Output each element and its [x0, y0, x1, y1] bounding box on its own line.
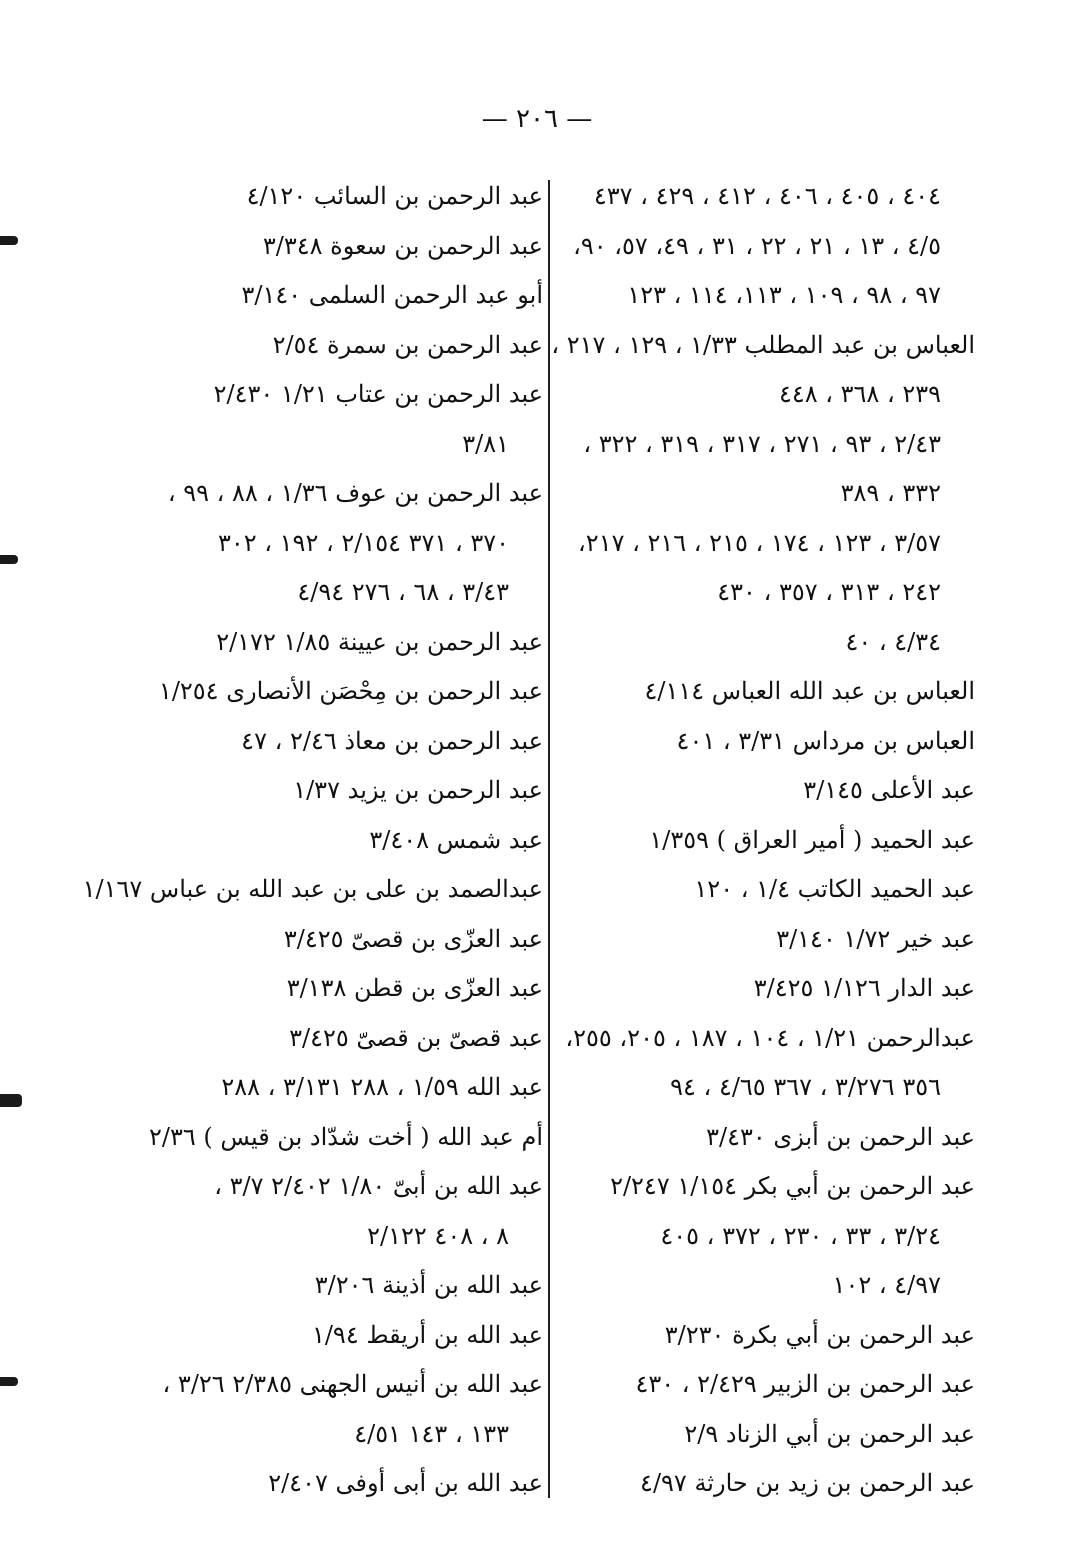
index-entry: عبد الرحمن بن أبزى ٣/٤٣٠	[706, 1122, 975, 1151]
index-continuation-line: ٣/٢٤ ، ٣٣ ، ٢٣٠ ، ٣٧٢ ، ٤٠٥	[660, 1221, 941, 1250]
index-entry: عبد الرحمن بن سمرة ٢/٥٤	[272, 330, 543, 359]
index-entry: عبدالصمد بن على بن عبد الله بن عباس ١/١٦٧	[82, 875, 543, 903]
index-entry: عبد الله بن أبىّ ١/٨٠ ٢/٤٠٢ ٣/٧ ،	[214, 1172, 543, 1200]
index-continuation-line: ٤/٩٧ ، ١٠٢	[832, 1271, 941, 1299]
index-entry: أم عبد الله ( أخت شدّاد بن قيس ) ٢/٣٦	[148, 1122, 543, 1151]
index-entry: عبد الله بن أريقط ١/٩٤	[311, 1320, 543, 1349]
left-index-column	[82, 172, 543, 1509]
index-entry: عبد الدار ١/١٢٦ ٣/٤٢٥	[753, 974, 975, 1002]
index-entry: عبد الحميد ( أمير العراق ) ١/٣٥٩	[649, 825, 975, 854]
index-entry: عبد الرحمن بن أبي الزناد ٢/٩	[684, 1419, 975, 1448]
index-entry: عبدالرحمن ١/٢١ ، ١٠٤ ، ١٨٧ ، ٢٠٥، ٢٥٥،	[565, 1023, 975, 1052]
right-index-column	[551, 172, 975, 1509]
index-entry: عبد الحميد الكاتب ١/٤ ، ١٢٠	[694, 875, 975, 903]
index-continuation-line: ٩٧ ، ٩٨ ، ١٠٩ ، ١١٣، ١١٤ ، ١٢٣	[627, 281, 941, 309]
index-entry: عبد خير ١/٧٢ ٣/١٤٠	[776, 924, 975, 953]
index-continuation-line: ٣/٨١	[462, 429, 509, 458]
index-continuation-line: ١٣٣ ، ١٤٣ ٤/٥١	[354, 1419, 509, 1448]
index-entry: عبد الرحمن بن زيد بن حارثة ٤/٩٧	[640, 1469, 975, 1497]
index-entry: عبد الرحمن بن أبي بكر ١/١٥٤ ٢/٢٤٧	[610, 1172, 975, 1200]
index-entry: عبد الرحمن بن سعوة ٣/٣٤٨	[262, 231, 543, 260]
index-entry: عبد الله بن أبى أوفى ٢/٤٠٧	[268, 1469, 543, 1497]
index-continuation-line: ٢/٤٣ ، ٩٣ ، ٢٧١ ، ٣١٧ ، ٣١٩ ، ٣٢٢ ،	[583, 429, 941, 458]
column-divider	[548, 180, 550, 1498]
index-continuation-line: ٣٣٢ ، ٣٨٩	[840, 479, 941, 507]
index-entry: عبد العزّى بن قصىّ ٣/٤٢٥	[283, 924, 543, 953]
index-continuation-line: ٢٣٩ ، ٣٦٨ ، ٤٤٨	[778, 380, 941, 408]
index-continuation-line: ٣٧٠ ، ٣٧١ ٢/١٥٤ ، ١٩٢ ، ٣٠٢	[217, 528, 509, 557]
index-entry: عبد الأعلى ٣/١٤٥	[803, 776, 975, 804]
index-continuation-line: ٣/٥٧ ، ١٢٣ ، ١٧٤ ، ٢١٥ ، ٢١٦ ، ٢١٧،	[578, 528, 941, 557]
index-entry: عبد الرحمن بن عتاب ١/٢١ ٢/٤٣٠	[213, 380, 543, 408]
index-entry: عبد الله ١/٥٩ ، ٢٨٨ ٣/١٣١ ، ٢٨٨	[221, 1073, 543, 1101]
index-entry: عبد الرحمن بن عيينة ١/٨٥ ٢/١٧٢	[216, 627, 543, 656]
index-continuation-line: ٤/٣٤ ، ٤٠	[845, 627, 941, 656]
index-continuation-line: ٤/٥ ، ١٣ ، ٢١ ، ٢٢ ، ٣١ ، ٤٩، ٥٧، ٩٠،	[573, 231, 941, 260]
index-entry: عبد الرحمن بن يزيد ١/٣٧	[293, 776, 543, 804]
index-entry: العباس بن عبد الله العباس ٤/١١٤	[644, 677, 975, 705]
index-entry: العباس بن مرداس ٣/٣١ ، ٤٠١	[676, 726, 975, 755]
page-number: — ٢٠٦ —	[481, 104, 593, 134]
margin-mark	[0, 1094, 22, 1107]
index-entry: عبد الرحمن بن عوف ١/٣٦ ، ٨٨ ، ٩٩ ،	[167, 479, 543, 507]
index-entry: عبد الرحمن بن السائب ٤/١٢٠	[246, 182, 543, 210]
margin-mark	[0, 555, 18, 564]
index-continuation-line: ٢٤٢ ، ٣١٣ ، ٣٥٧ ، ٤٣٠	[717, 578, 941, 606]
index-entry: العباس بن عبد المطلب ١/٣٣ ، ١٢٩ ، ٢١٧ ،	[551, 330, 975, 359]
margin-mark	[0, 1377, 18, 1386]
index-continuation-line: ٨ ، ٤٠٨ ٢/١٢٢	[367, 1221, 509, 1250]
index-entry: عبد الرحمن بن أبي بكرة ٣/٢٣٠	[664, 1320, 975, 1349]
index-entry: عبد الله بن أذينة ٣/٢٠٦	[314, 1271, 543, 1299]
index-continuation-line: ٣/٤٣ ، ٦٨ ، ٢٧٦ ٤/٩٤	[297, 578, 509, 606]
margin-mark	[0, 236, 18, 245]
index-entry: عبد شمس ٣/٤٠٨	[369, 825, 543, 854]
index-entry: عبد الرحمن بن مِحْصَن الأنصارى ١/٢٥٤	[158, 677, 543, 705]
index-entry: عبد العزّى بن قطن ٣/١٣٨	[286, 974, 543, 1002]
index-continuation-line: ٤٠٤ ، ٤٠٥ ، ٤٠٦ ، ٤١٢ ، ٤٢٩ ، ٤٣٧	[593, 182, 941, 210]
index-entry: عبد الرحمن بن معاذ ٢/٤٦ ، ٤٧	[241, 726, 543, 755]
index-entry: عبد الرحمن بن الزبير ٢/٤٢٩ ، ٤٣٠	[635, 1370, 975, 1398]
index-entry: أبو عبد الرحمن السلمى ٣/١٤٠	[241, 281, 543, 309]
index-entry: عبد قصىّ بن قصىّ ٣/٤٢٥	[289, 1023, 543, 1052]
index-continuation-line: ٣٥٦ ٣/٢٧٦ ، ٣٦٧ ٤/٦٥ ، ٩٤	[670, 1073, 941, 1101]
index-entry: عبد الله بن أنيس الجهنى ٢/٣٨٥ ٣/٢٦ ،	[162, 1370, 543, 1398]
